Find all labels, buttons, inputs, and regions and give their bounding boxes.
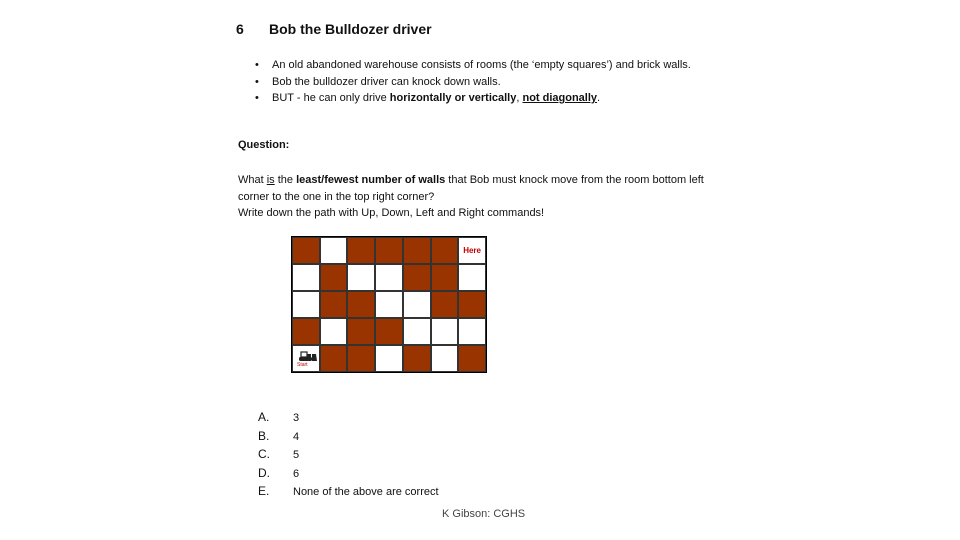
wall-cell [320,264,348,291]
wall-cell [347,237,375,264]
room-cell [292,345,320,372]
goal-label: Here [463,246,481,255]
wall-cell [375,318,403,345]
bullet-item: • An old abandoned warehouse consists of rooms (the ‘empty squares’) and brick walls. [255,57,691,74]
room-cell [458,237,486,264]
wall-cell [292,318,320,345]
question-text: What is the least/fewest number of walls that Bob must knock move from the room bottom left corner to the one in the top right corner? Write down the path with Up, Down, Left and Right commands! [238,174,704,219]
room-cell [431,345,459,372]
answer-option[interactable]: E. None of the above are correct [258,484,439,498]
room-cell [458,318,486,345]
warehouse-grid [291,236,487,373]
answer-option[interactable]: A. 3 [258,410,300,424]
answer-option[interactable]: D. 6 [258,465,300,480]
bullet-item: • Bob the bulldozer driver can knock down walls. [255,74,691,91]
bullet-item: • BUT - he can only drive horizontally or vertically, not diagonally. [255,90,691,107]
answer-option[interactable]: B. 4 [258,428,300,443]
room-cell [403,318,431,345]
wall-cell [458,345,486,372]
wall-cell [403,345,431,372]
footer-credit: K Gibson: CGHS [442,508,526,520]
wall-cell [320,291,348,318]
wall-cell [320,345,348,372]
wall-cell [403,264,431,291]
wall-cell [375,237,403,264]
bulldozer-icon [298,350,318,362]
wall-cell [347,291,375,318]
answer-option[interactable]: C. 5 [258,447,300,461]
room-cell [375,345,403,372]
room-cell [292,264,320,291]
room-cell [347,264,375,291]
wall-cell [458,291,486,318]
room-cell [458,264,486,291]
question-number: 6 [236,21,244,37]
wall-cell [347,345,375,372]
room-cell [320,318,348,345]
wall-cell [431,291,459,318]
room-cell [292,291,320,318]
room-cell [375,264,403,291]
wall-cell [431,237,459,264]
question-title: Bob the Bulldozer driver [269,21,432,37]
room-cell [403,291,431,318]
answer-options [258,408,439,501]
wall-cell [347,318,375,345]
room-cell [320,237,348,264]
question-label: Question: [238,139,290,151]
room-cell [375,291,403,318]
room-cell [431,318,459,345]
start-label: Start [297,362,308,368]
bullet-list [255,57,691,107]
question-instruction: Write down the path with Up, Down, Left and Right commands! [238,207,545,219]
wall-cell [403,237,431,264]
wall-cell [431,264,459,291]
wall-cell [292,237,320,264]
